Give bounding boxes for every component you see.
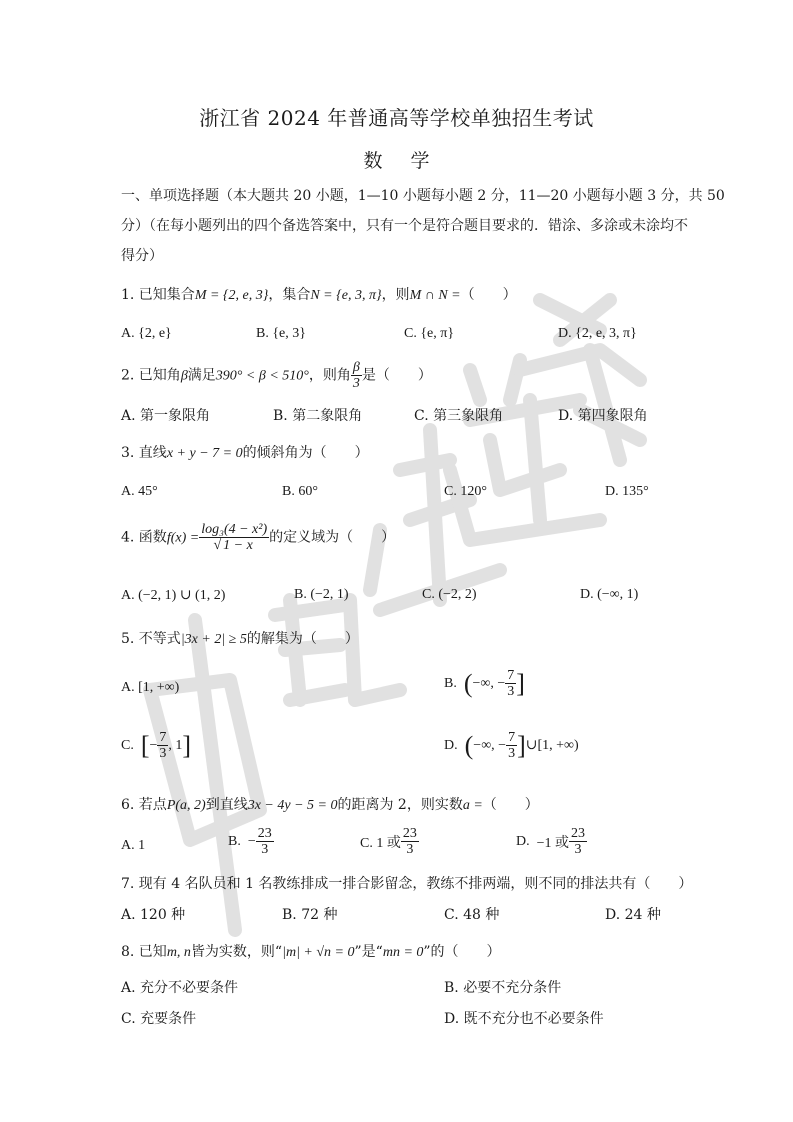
- q5-text: 的解集为（ ）: [246, 631, 359, 647]
- q4-option-d[interactable]: D. (−∞, 1): [580, 587, 639, 602]
- q6-text: 6. 若点: [121, 797, 167, 813]
- q6-option-c[interactable]: C. 1 或 $\frac{23}{3}$: [360, 826, 417, 857]
- q1-option-b[interactable]: B. {e, 3}: [256, 326, 306, 341]
- q8-text: ”的（ ）: [423, 944, 501, 960]
- q6-text: 到直线: [205, 797, 248, 813]
- q1-text: （ ）: [460, 287, 517, 303]
- question-2: [121, 360, 432, 391]
- q6-text: 的距离为 2，则实数: [337, 797, 463, 813]
- q8-condition-1: |m| + √n = 0: [282, 945, 355, 960]
- q3-text: 的倾斜角为（ ）: [242, 445, 369, 461]
- q5-text: 5. 不等式: [121, 631, 181, 647]
- q2-text: 是（ ）: [361, 367, 432, 384]
- question-3: [121, 442, 369, 462]
- q2-text: 满足: [187, 367, 216, 384]
- q6-line-equation: 3x − 4y − 5 = 0: [247, 798, 338, 813]
- q8-vars: m, n: [166, 945, 191, 960]
- q1-text: 1. 已知集合: [121, 287, 195, 303]
- q2-option-b[interactable]: B. 第二象限角: [273, 408, 363, 424]
- q5-option-a[interactable]: A. [1, +∞): [121, 680, 180, 695]
- q3-option-d[interactable]: D. 135°: [605, 484, 649, 499]
- q2-option-c[interactable]: C. 第三象限角: [414, 408, 504, 424]
- instructions-line-2: 分）（在每小题列出的四个备选答案中，只有一个是符合题目要求的．错涂、多涂或未涂均不: [121, 218, 688, 234]
- instructions-line-3: 得分）: [121, 248, 163, 264]
- q7-option-a[interactable]: A. 120 种: [121, 907, 186, 923]
- q3-option-a[interactable]: A. 45°: [121, 484, 158, 499]
- q8-option-c[interactable]: C. 充要条件: [121, 1011, 197, 1027]
- q1-option-a[interactable]: A. {2, e}: [121, 326, 172, 341]
- q2-option-a[interactable]: A. 第一象限角: [121, 408, 211, 424]
- q4-fraction: $\frac{\text{log₃(4 − x²)}}{√ 1 - x}$: [201, 522, 268, 553]
- question-1: [121, 284, 517, 304]
- q6-option-d[interactable]: D. −1 或 $\frac{23}{3}$: [516, 826, 586, 857]
- q6-point: P(a, 2): [166, 798, 206, 813]
- q7-option-c[interactable]: C. 48 种: [444, 907, 500, 923]
- q2-text: 2. 已知角: [121, 367, 181, 384]
- q4-function: f(x) =: [166, 530, 200, 546]
- q1-option-d[interactable]: D. {2, e, 3, π}: [558, 326, 637, 341]
- q5-option-c[interactable]: C. [ − $\frac{7}{3}$ , 1 ]: [121, 730, 192, 761]
- q3-option-b[interactable]: B. 60°: [282, 484, 318, 499]
- q5-option-b[interactable]: B. ( −∞, − $\frac{7}{3}$ ]: [444, 668, 525, 699]
- exam-title: 浙江省 2024 年普通高等学校单独招生考试: [199, 106, 594, 130]
- instructions-line-1: 一、单项选择题（本大题共 20 小题，1—10 小题每小题 2 分，11—20 小题每小题 3 分，共 50: [121, 188, 725, 204]
- q8-option-b[interactable]: B. 必要不充分条件: [444, 980, 562, 996]
- q1-option-c[interactable]: C. {e, π}: [404, 326, 455, 341]
- q8-option-a[interactable]: A. 充分不必要条件: [121, 980, 239, 996]
- question-4: [121, 522, 395, 553]
- q6-option-a[interactable]: A. 1: [121, 838, 146, 853]
- q2-text: ，则角: [308, 367, 351, 384]
- question-7: 7. 现有 4 名队员和 1 名教练排成一排合影留念，教练不排两端，则不同的排法共有（ ）: [121, 876, 693, 892]
- q6-text: （ ）: [482, 797, 539, 813]
- q4-option-c[interactable]: C. (−2, 2): [422, 587, 477, 602]
- exam-subject: 数学: [363, 150, 458, 172]
- q8-text: 皆为实数，则“: [190, 944, 283, 960]
- q2-inequality: 390° < β < 510°: [215, 368, 309, 384]
- q6-option-b[interactable]: B. − $\frac{23}{3}$: [228, 826, 272, 857]
- q8-option-d[interactable]: D. 既不充分也不必要条件: [444, 1011, 604, 1027]
- q5-inequality: |3x + 2| ≥ 5: [180, 632, 247, 647]
- q7-option-b[interactable]: B. 72 种: [282, 907, 338, 923]
- q7-option-d[interactable]: D. 24 种: [605, 907, 661, 923]
- question-6: [121, 794, 539, 814]
- q4-text: 4. 函数: [121, 529, 167, 546]
- q3-option-c[interactable]: C. 120°: [444, 484, 487, 499]
- q5-option-d[interactable]: D. ( −∞, − $\frac{7}{3}$ ] ∪[1, +∞): [444, 730, 579, 761]
- q4-option-a[interactable]: A. (−2, 1) ∪ (1, 2): [121, 588, 226, 603]
- q1-set-n: N = {e, 3, π}: [310, 288, 382, 303]
- q8-text: 8. 已知: [121, 944, 167, 960]
- q4-text: 的定义域为（ ）: [269, 529, 396, 546]
- q1-expr: M ∩ N =: [409, 288, 461, 303]
- q1-text: ，集合: [268, 287, 311, 303]
- q2-beta: β: [180, 368, 188, 384]
- q4-option-b[interactable]: B. (−2, 1): [294, 587, 349, 602]
- q8-text: ”是“: [354, 944, 383, 960]
- q1-set-m: M = {2, e, 3}: [194, 288, 269, 303]
- q2-fraction: $\frac{\beta}{3}$: [352, 360, 360, 391]
- q3-text: 3. 直线: [121, 445, 167, 461]
- q3-line-equation: x + y − 7 = 0: [166, 446, 243, 461]
- question-8: [121, 941, 501, 961]
- q2-option-d[interactable]: D. 第四象限角: [558, 408, 648, 424]
- q1-text: ，则: [381, 287, 410, 303]
- question-5: [121, 628, 359, 648]
- q6-expr: a =: [462, 798, 483, 813]
- q8-condition-2: mn = 0: [382, 945, 424, 960]
